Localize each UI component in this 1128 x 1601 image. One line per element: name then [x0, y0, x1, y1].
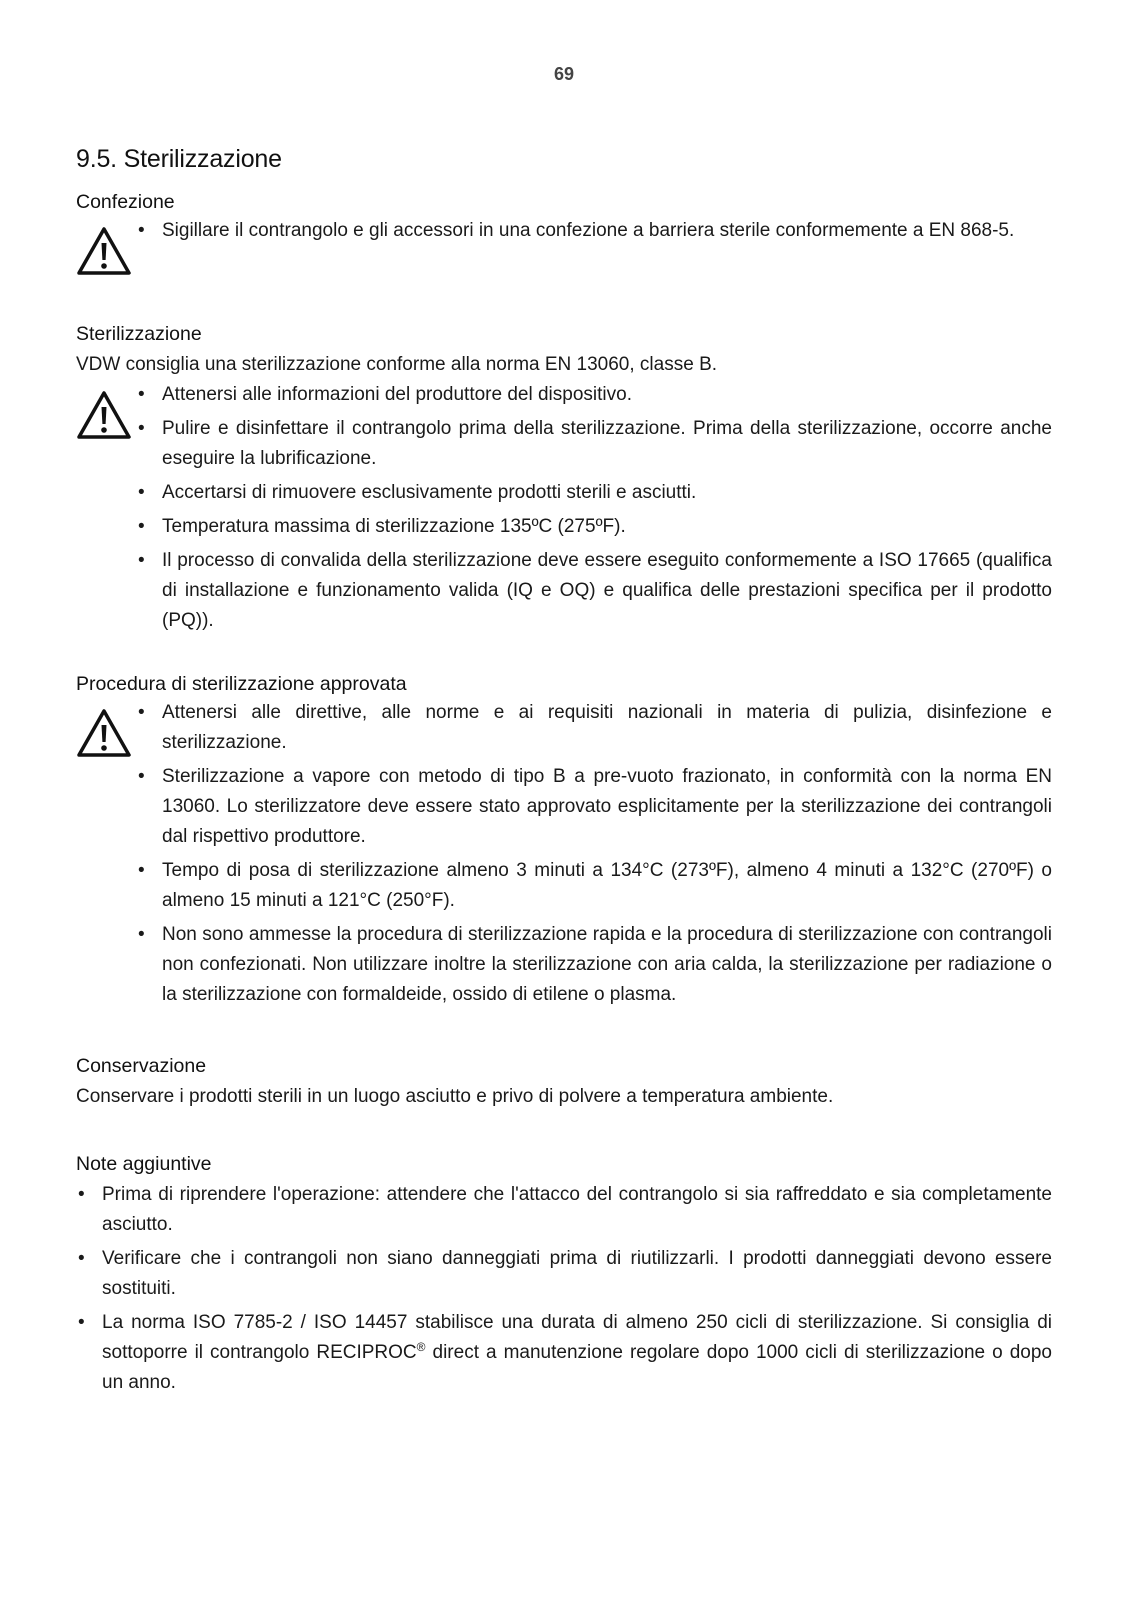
confezione-section — [76, 188, 1052, 276]
conservazione-text: Conservare i prodotti sterili in un luogo asciutto e privo di polvere a temperatura ambiente. — [76, 1086, 834, 1107]
list-item: • Attenersi alle direttive, alle norme e ai requisiti nazionali in materia di pulizia, disinfezione e sterilizzazione. — [136, 698, 1052, 758]
list-item-text: direct a manutenzione regolare dopo 1000 cicli di sterilizzazione o dopo un anno. — [102, 1342, 1052, 1393]
page-content — [76, 145, 1052, 1402]
list-item: • Temperatura massima di sterilizzazione 135ºC (275ºF). — [136, 512, 1052, 542]
warning-triangle-icon — [76, 698, 136, 758]
conservazione-heading: Conservazione — [76, 1055, 207, 1077]
procedura-warning-block — [76, 698, 1052, 1014]
list-item: • Tempo di posa di sterilizzazione almeno 3 minuti a 134°C (273ºF), almeno 4 minuti a 132°C (270ºF) o almeno 15 minuti a 121°C (250°F). — [136, 856, 1052, 916]
confezione-warning-block — [76, 216, 1052, 276]
page-number: 69 — [553, 64, 575, 84]
sterilizzazione-intro: VDW consiglia una sterilizzazione conforme alla norma EN 13060, classe B. — [76, 354, 718, 375]
procedura-section — [76, 670, 1052, 1014]
procedura-heading: Procedura di sterilizzazione approvata — [76, 673, 407, 695]
list-item: • Verificare che i contrangoli non siano danneggiati prima di riutilizzarli. I prodotti danneggiati devono essere sostituiti. — [76, 1244, 1052, 1304]
list-item: • Attenersi alle informazioni del produttore del dispositivo. — [136, 380, 1052, 410]
list-item-text: La norma ISO 7785-2 / ISO 14457 stabilisce una durata di almeno 250 cicli di sterilizzazione. Si consiglia di sottoporre il contrangolo RECIPROC — [102, 1312, 1052, 1363]
sterilizzazione-warning-block — [76, 380, 1052, 640]
list-item: • Prima di riprendere l'operazione: attendere che l'attacco del contrangolo si sia raffreddato e sia completamente asciutto. — [76, 1180, 1052, 1240]
section-title: 9.5. Sterilizzazione — [76, 145, 282, 173]
note-heading: Note aggiuntive — [76, 1153, 212, 1175]
warning-triangle-icon — [76, 380, 136, 440]
list-item — [76, 1308, 1052, 1398]
list-item: • Il processo di convalida della sterilizzazione deve essere eseguito conformemente a ISO 17665 (qualifica di installazione e funzionamento valida (IQ e OQ) e qualifica delle prestazioni specifica per il prodotto (PQ)). — [136, 546, 1052, 636]
confezione-list — [136, 216, 1052, 250]
confezione-heading: Confezione — [76, 191, 175, 213]
sterilizzazione-heading: Sterilizzazione — [76, 323, 202, 345]
conservazione-section — [76, 1052, 1052, 1112]
sterilizzazione-list — [136, 380, 1052, 640]
warning-triangle-icon — [76, 216, 136, 276]
note-section — [76, 1150, 1052, 1398]
procedura-list — [136, 698, 1052, 1014]
list-item: • Pulire e disinfettare il contrangolo prima della sterilizzazione. Prima della sterilizzazione, occorre anche eseguire la lubrificazione. — [136, 414, 1052, 474]
list-item: • Sigillare il contrangolo e gli accessori in una confezione a barriera sterile conformemente a EN 868-5. — [136, 216, 1052, 246]
list-item: • Non sono ammesse la procedura di sterilizzazione rapida e la procedura di sterilizzazione con contrangoli non confezionati. Non utilizzare inoltre la sterilizzazione con aria calda, la sterilizzazione per radiazione o la sterilizzazione con formaldeide, ossido di etilene o plasma. — [136, 920, 1052, 1010]
list-item: • Sterilizzazione a vapore con metodo di tipo B a pre-vuoto frazionato, in conformità con la norma EN 13060. Lo sterilizzatore deve essere stato approvato esplicitamente per la sterilizzazione dei contrangoli dal rispettivo produttore. — [136, 762, 1052, 852]
note-list — [76, 1180, 1052, 1398]
registered-mark: ® — [416, 1340, 426, 1354]
sterilizzazione-section — [76, 320, 1052, 640]
list-item: • Accertarsi di rimuovere esclusivamente prodotti sterili e asciutti. — [136, 478, 1052, 508]
